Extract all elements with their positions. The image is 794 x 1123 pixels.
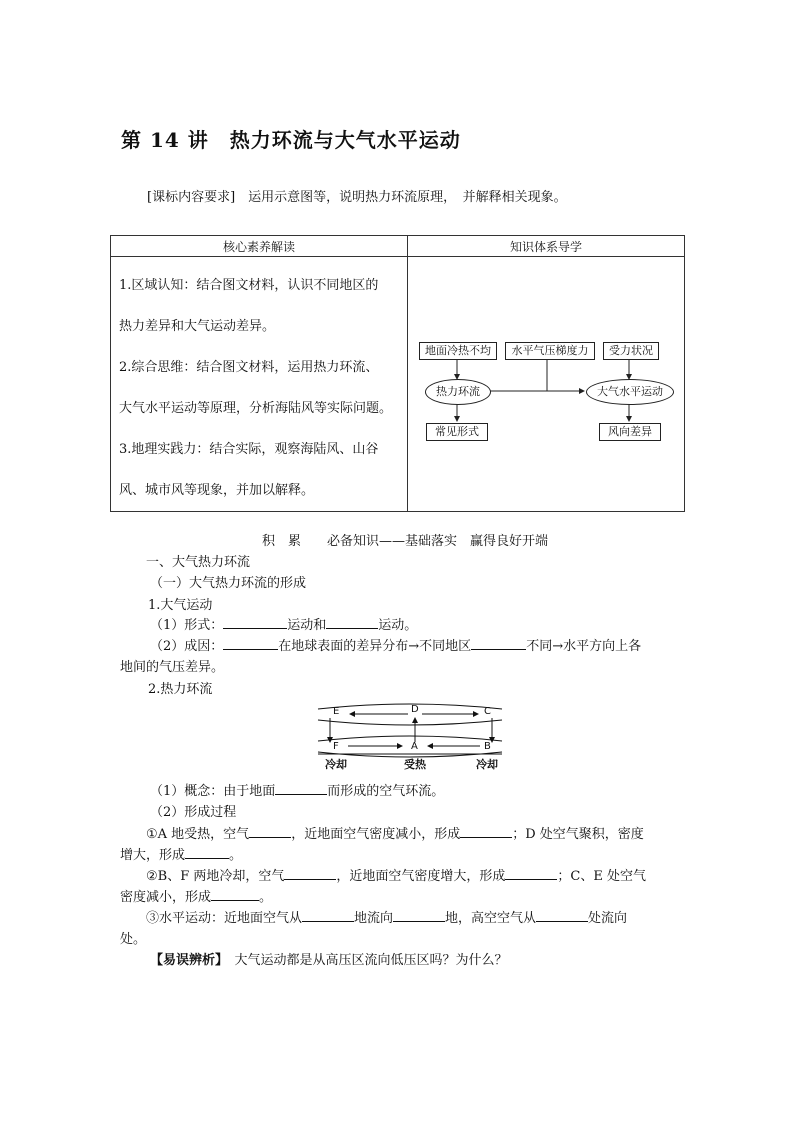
fill-blank[interactable] xyxy=(505,867,557,880)
flow-box-force: 受力状况 xyxy=(603,342,659,360)
flow-box-pressure-gradient: 水平气压梯度力 xyxy=(505,342,595,360)
ground-label: 受热 xyxy=(404,758,426,771)
tip-text: 大气运动都是从高压区流向低压区吗？为什么？ xyxy=(221,953,508,968)
line-process-2-cont: 密度减小，形成 。 xyxy=(120,890,273,905)
page-title: 第 14 讲 热力环流与大气水平运动 xyxy=(121,128,461,152)
line-concept: （1）概念：由于地面 而形成的空气环流。 xyxy=(150,784,445,799)
fill-blank[interactable] xyxy=(536,909,588,922)
line-cause-cont: 地间的气压差异。 xyxy=(120,660,225,675)
literacy-cell xyxy=(111,257,408,512)
literacy-line: 风、城市风等现象，并加以解释。 xyxy=(119,483,315,498)
knowledge-cell xyxy=(408,257,685,512)
line-process-2: ②B、F 两地冷却，空气 ，近地面空气密度增大，形成 ；C、E 处空气 xyxy=(146,869,646,884)
point-label: F xyxy=(333,741,339,752)
overview-table xyxy=(110,235,685,512)
item-atmospheric-motion: 1.大气运动 xyxy=(148,598,213,613)
fill-blank[interactable] xyxy=(223,616,287,629)
point-label: B xyxy=(484,741,491,752)
fill-blank[interactable] xyxy=(471,637,526,650)
fill-blank[interactable] xyxy=(211,888,259,901)
fill-blank[interactable] xyxy=(460,825,512,838)
ground-label: 冷却 xyxy=(476,758,498,771)
point-label: D xyxy=(411,704,419,715)
literacy-line: 大气水平运动等原理，分析海陆风等实际问题。 xyxy=(119,401,393,416)
misconception-tip xyxy=(150,949,508,968)
point-label: A xyxy=(411,741,418,752)
line-form: （1）形式： 运动和 运动。 xyxy=(150,618,418,633)
curriculum-requirement: [课标内容要求] 运用示意图等，说明热力环流原理， 并解释相关现象。 xyxy=(147,190,567,205)
line-process-3-cont: 处。 xyxy=(120,932,147,947)
line-cause: （2）成因： 在地球表面的差异分布→不同地区 不同→水平方向上各 xyxy=(150,639,642,654)
item-thermal-circulation: 2.热力环流 xyxy=(148,682,213,697)
heading-level-1: 一、大气热力环流 xyxy=(146,555,251,570)
line-process-1: ①A 地受热，空气 ，近地面空气密度减小，形成 ；D 处空气聚积，密度 xyxy=(146,827,644,842)
line-process-1-cont: 增大，形成 。 xyxy=(120,848,243,863)
literacy-line: 1.区域认知：结合图文材料，认识不同地区的 xyxy=(119,278,379,293)
fill-blank[interactable] xyxy=(185,846,229,859)
fill-blank[interactable] xyxy=(302,909,354,922)
fill-blank[interactable] xyxy=(249,825,291,838)
flow-box-forms: 常见形式 xyxy=(426,423,488,441)
literacy-header: 核心素养解读 xyxy=(111,236,408,257)
knowledge-header: 知识体系导学 xyxy=(408,236,685,257)
flow-box-wind-direction: 风向差异 xyxy=(599,423,661,441)
fill-blank[interactable] xyxy=(284,867,336,880)
point-label: E xyxy=(333,706,340,717)
heading-level-2: （一）大气热力环流的形成 xyxy=(150,576,307,591)
fill-blank[interactable] xyxy=(393,909,445,922)
tip-label: 【易误辨析】 xyxy=(150,953,222,968)
ground-label: 冷却 xyxy=(325,758,347,771)
fill-blank[interactable] xyxy=(326,616,378,629)
fill-blank[interactable] xyxy=(223,637,278,650)
flow-box-uneven-heating: 地面冷热不均 xyxy=(419,342,497,360)
line-process-3: ③水平运动：近地面空气从 地流向 地，高空空气从 处流向 xyxy=(146,911,628,926)
point-label: C xyxy=(484,706,491,717)
flow-ellipse-horizontal-motion: 大气水平运动 xyxy=(586,379,674,405)
line-process-heading: （2）形成过程 xyxy=(150,805,237,820)
literacy-line: 热力差异和大气运动差异。 xyxy=(119,319,276,334)
literacy-line: 3.地理实践力：结合实际，观察海陆风、山谷 xyxy=(119,442,379,457)
flow-ellipse-thermal-circulation: 热力环流 xyxy=(425,379,491,405)
section-heading: 积 累 必备知识——基础落实 赢得良好开端 xyxy=(262,534,549,549)
fill-blank[interactable] xyxy=(275,782,327,795)
literacy-line: 2.综合思维：结合图文材料，运用热力环流、 xyxy=(119,360,379,375)
